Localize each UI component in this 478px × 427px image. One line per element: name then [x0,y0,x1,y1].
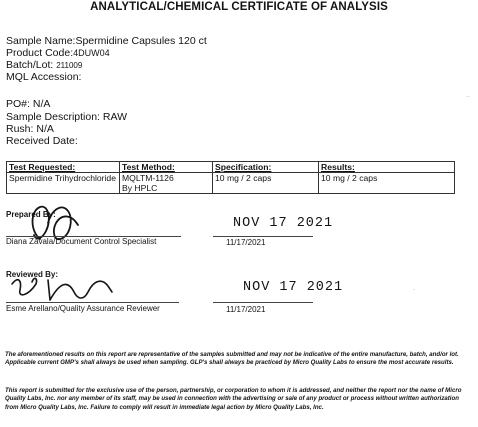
result-cell: 10 mg / 2 caps [319,173,455,194]
reviewed-signature-line [6,302,179,303]
rush-value: N/A [36,123,54,135]
received-date-row [6,136,78,148]
received-date-label: Received Date: [6,135,78,147]
batch-label: Batch/Lot: [6,59,54,71]
certificate-title: ANALYTICAL/CHEMICAL CERTIFICATE OF ANALYSIS [90,1,388,13]
reviewed-date-stamp: NOV 17 2021 [243,280,344,295]
product-code-value: 4DUW04 [73,48,110,58]
disclaimer-exclusive-use: This report is submitted for the exclusive use of the person, partnership, or corporation to whom it is addressed, and neither the report nor the name of Micro Quality Labs, Inc. nor any member of its staff, may be used in connection with the advertising or sale of any product or process without written authorization from Micro Quality Labs, Inc. Failure to comply will result in immediate legal action by Micro Quality Labs, Inc. [5,387,462,411]
mql-accession-row [6,72,81,84]
po-value: N/A [32,98,51,110]
prepared-date-line [213,236,313,237]
specification-cell: 10 mg / 2 caps [213,173,319,194]
reviewed-signature-icon [8,270,168,304]
batch-value: 211009 [56,61,83,70]
po-label: PO#: [6,98,30,110]
po-row [6,99,50,111]
prepared-date-stamp: NOV 17 2021 [233,216,334,231]
table-row [7,173,455,194]
column-header: Test Method: [120,162,213,173]
disclaimer-representative: The aforementioned results on this report are representative of the samples submitted and may not be indicative of the entire manufacture, batch, and/or lot. Applicable current GMP's shall always be used when sampling. GLP's shall always be practiced by Micro Quality Labs to ensure the most accurate results. [5,351,459,367]
mql-accession-label: MQL Accession: [6,71,82,83]
product-code-row [6,48,110,60]
prepared-by-name: Diana Zavala/Document Control Specialist [6,237,157,246]
column-header: Specification: [213,162,319,173]
sample-description-row [6,112,127,124]
rush-label: Rush: [6,123,34,135]
reviewed-by-name: Esme Arellano/Quality Assurance Reviewer [6,304,160,313]
results-table-header [7,162,455,173]
reviewed-date: 11/17/2021 [226,305,266,314]
column-header: Test Requested: [7,162,120,173]
reviewed-by-label: Reviewed By: [6,270,59,279]
prepared-date: 11/17/2021 [226,238,266,247]
test-method-cell: MQLTM-1126 By HPLC [120,173,213,194]
batch-row [6,60,82,72]
test-requested-cell: Spermidine Trihydrochloride [7,173,120,194]
scan-speck: · [413,287,415,293]
rush-row [6,124,54,136]
scan-speck: ·· [466,94,470,100]
product-code-label: Product Code: [6,47,74,59]
sample-name-label: Sample Name: [6,35,76,47]
results-table [6,161,455,194]
column-header: Results: [319,162,455,173]
sample-name-row [6,36,207,48]
sample-description-value: RAW [102,111,127,123]
reviewed-date-line [213,302,313,303]
sample-description-label: Sample Description: [6,111,100,123]
sample-name-value: Spermidine Capsules 120 ct [75,35,207,47]
prepared-by-label: Prepared By: [6,210,56,219]
